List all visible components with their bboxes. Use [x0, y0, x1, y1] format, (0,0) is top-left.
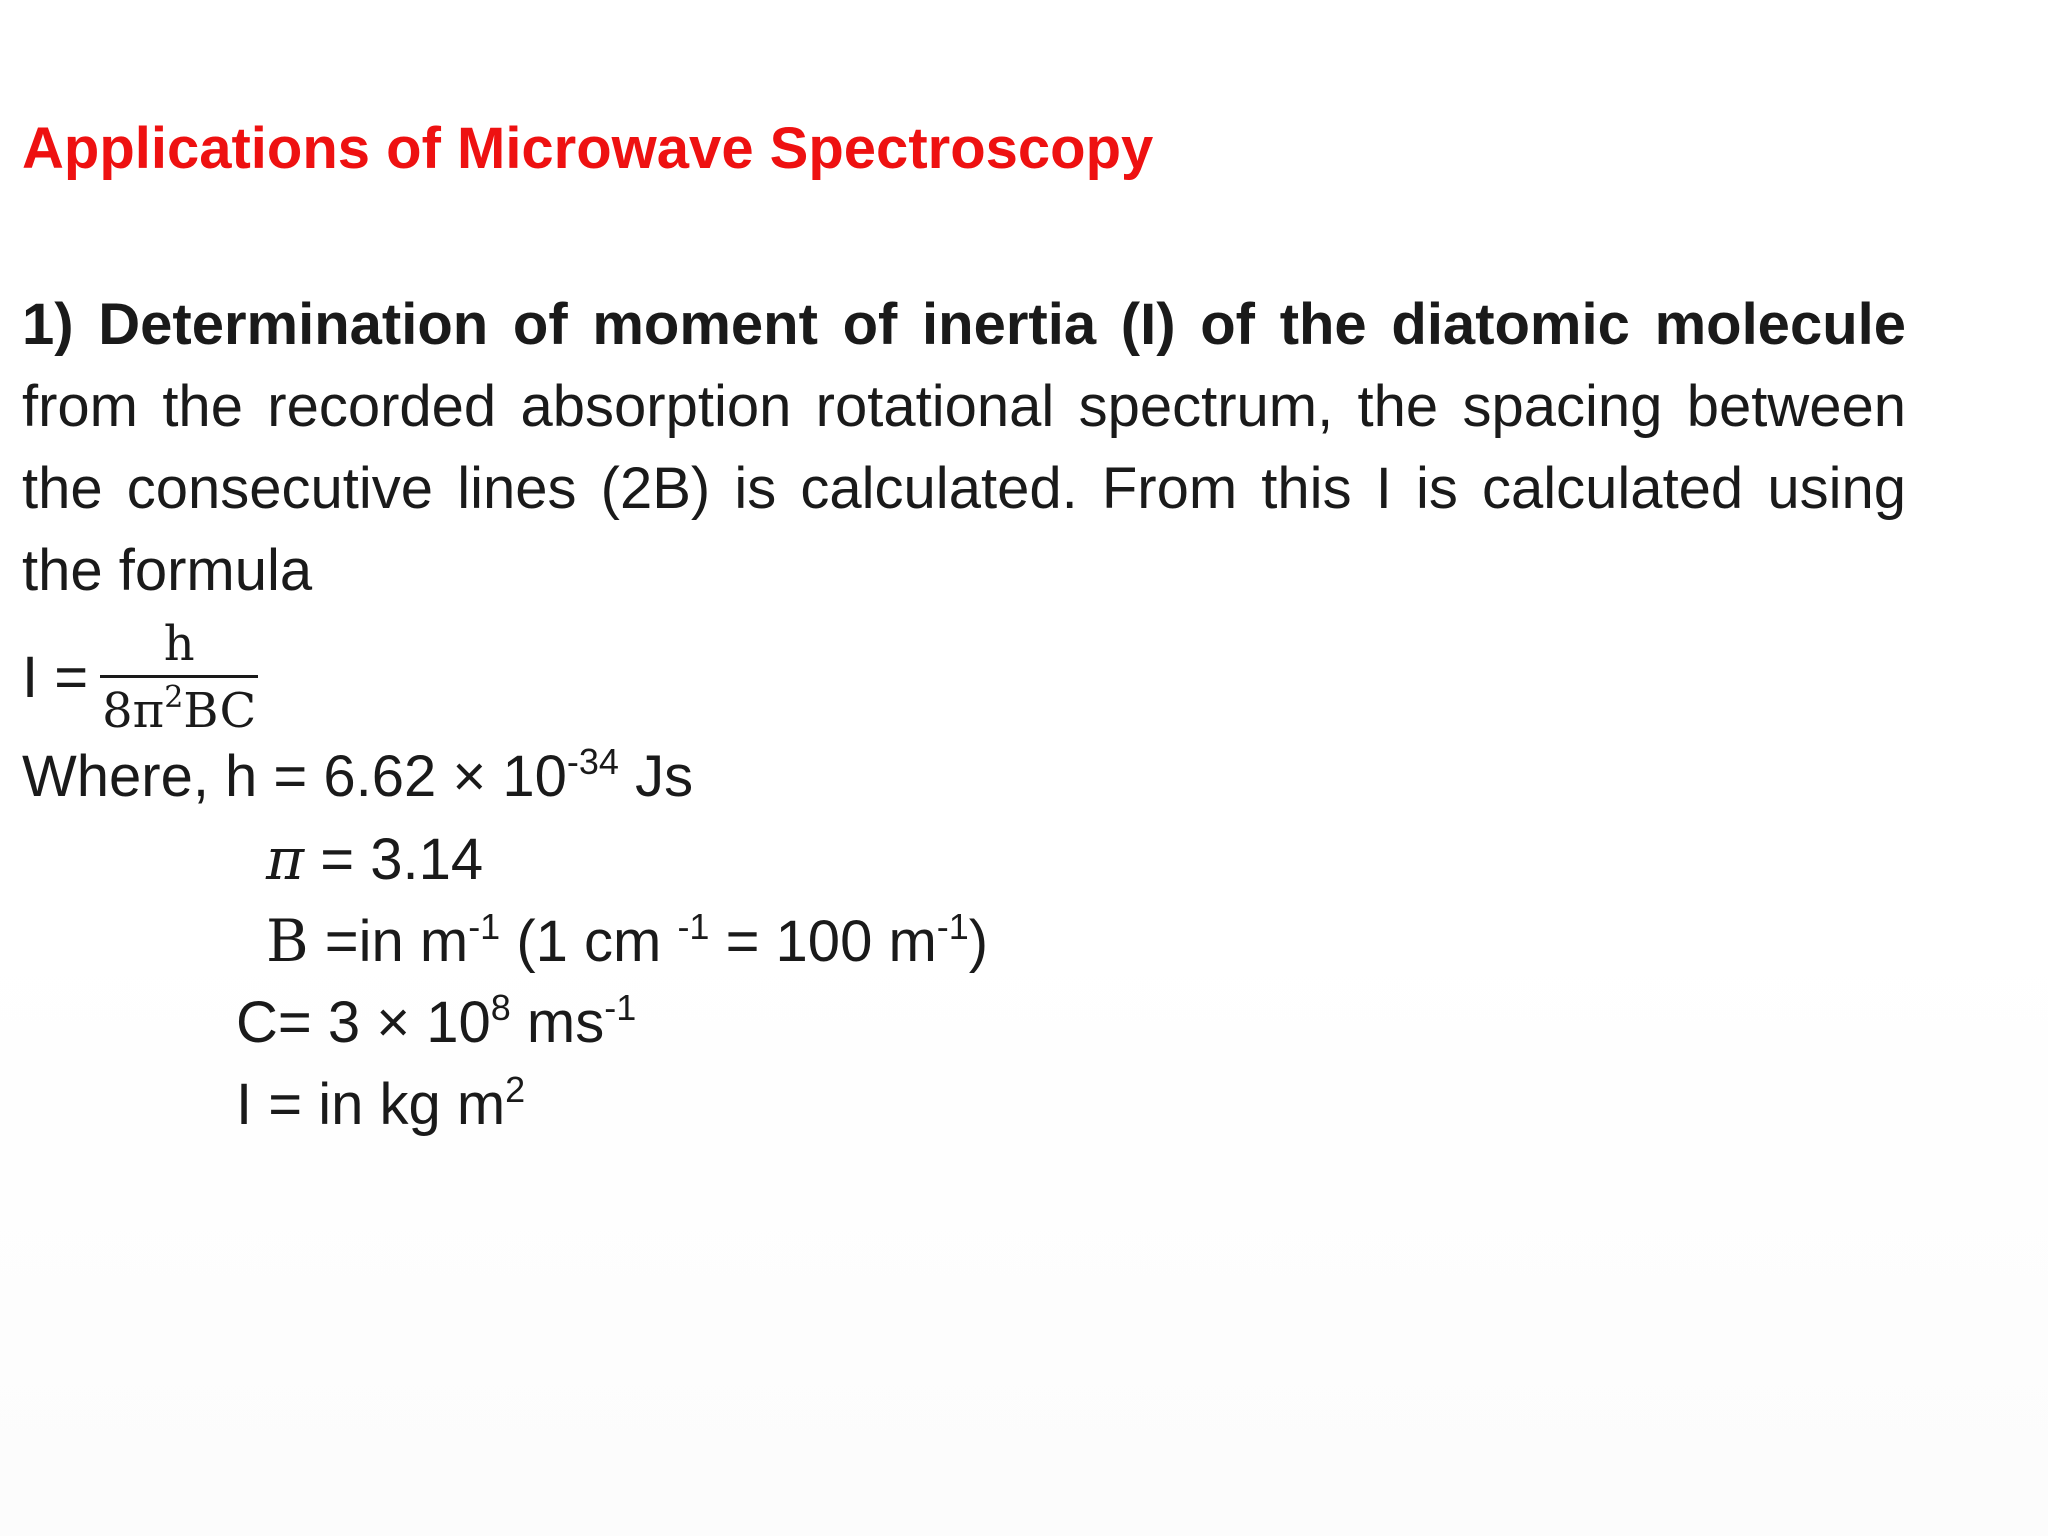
slide-title: Applications of Microwave Spectroscopy: [22, 116, 1154, 181]
body-paragraph: [22, 284, 1906, 612]
paragraph-text: from the recorded absorption rotational spectrum, the spacing between the consecutive lines (2B) is calculated. From this I is calculated using the formula: [22, 374, 1906, 603]
denominator-exponent: 2: [164, 679, 184, 715]
h-exponent: -34: [566, 741, 619, 782]
where-h-line: [22, 742, 693, 812]
b-text-2: (1 cm: [500, 909, 678, 974]
c-exponent-1: 8: [490, 987, 511, 1028]
b-symbol: B: [266, 907, 309, 975]
pi-symbol: π: [266, 825, 305, 893]
b-text-4: ): [968, 909, 989, 974]
formula-numerator: h: [163, 615, 195, 672]
i-definition: I = in kg m: [236, 1072, 506, 1137]
formula-fraction: [100, 617, 258, 738]
pi-value: = 3.14: [304, 827, 484, 892]
b-text-1: =in m: [308, 909, 469, 974]
b-text-3: = 100 m: [709, 909, 937, 974]
c-exponent-2: -1: [604, 987, 637, 1028]
moment-of-inertia-formula: [22, 612, 258, 742]
c-definition: C= 3 × 10: [236, 990, 491, 1055]
formula-lhs: I =: [22, 644, 89, 710]
h-definition: Where, h = 6.62 × 10: [22, 744, 567, 809]
i-exponent: 2: [505, 1069, 526, 1110]
c-line: [236, 988, 636, 1058]
b-exponent-2: -1: [677, 906, 710, 947]
denominator-suffix: BC: [183, 682, 257, 739]
pi-line: [266, 824, 483, 895]
i-unit-line: [236, 1070, 525, 1140]
paragraph-bold-lead: 1) Determination of moment of inertia (I) of the diatomic molecule: [22, 292, 1906, 357]
h-unit: Js: [618, 744, 694, 809]
b-exponent-1: -1: [468, 906, 501, 947]
c-unit: ms: [510, 990, 605, 1055]
formula-denominator: [100, 675, 258, 738]
denominator-prefix: 8π: [102, 682, 165, 739]
b-line: [266, 906, 988, 977]
b-exponent-3: -1: [936, 906, 969, 947]
